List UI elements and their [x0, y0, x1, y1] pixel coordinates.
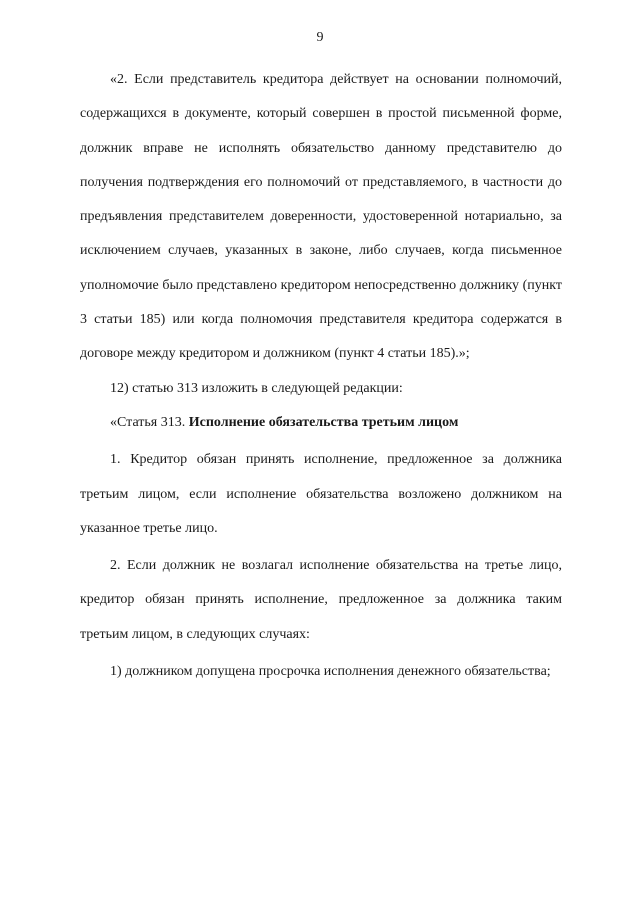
document-body — [80, 63, 562, 689]
paragraph-representative-authority: «2. Если представитель кредитора действует на основании полномочий, содержащихся в документе, который совершен в простой письменной форме, должник вправе не исполнять обязательство данному представителю до получения подтверждения его полномочий от представляемого, в частности до предъявления представителем доверенности, удостоверенной нотариально, за исключением случаев, указанных в законе, либо случаев, когда письменное уполномочие было представлено кредитором непосредственно должнику (пункт 3 статьи 185) или когда полномочия представителя кредитора содержатся в договоре между кредитором и должником (пункт 4 статьи 185).»; — [80, 72, 562, 362]
article-number: «Статья 313. — [110, 414, 189, 430]
paragraph-clause-2: 2. Если должник не возлагал исполнение обязательства на третье лицо, кредитор обязан принять исполнение, предложенное за должника таким третьим лицом, в следующих случаях: — [80, 558, 562, 642]
article-heading — [80, 406, 562, 440]
page-number: 9 — [316, 30, 324, 45]
paragraph-clause-1: 1. Кредитор обязан принять исполнение, предложенное за должника третьим лицом, если исполнение обязательства возложено должником на указанное третье лицо. — [80, 452, 562, 536]
paragraph-article-313-amendment: 12) статью 313 изложить в следующей редакции: — [110, 380, 403, 396]
article-title: Исполнение обязательства третьим лицом — [188, 414, 459, 430]
paragraph-subclause-1: 1) должником допущена просрочка исполнения денежного обязательства; — [110, 664, 551, 680]
